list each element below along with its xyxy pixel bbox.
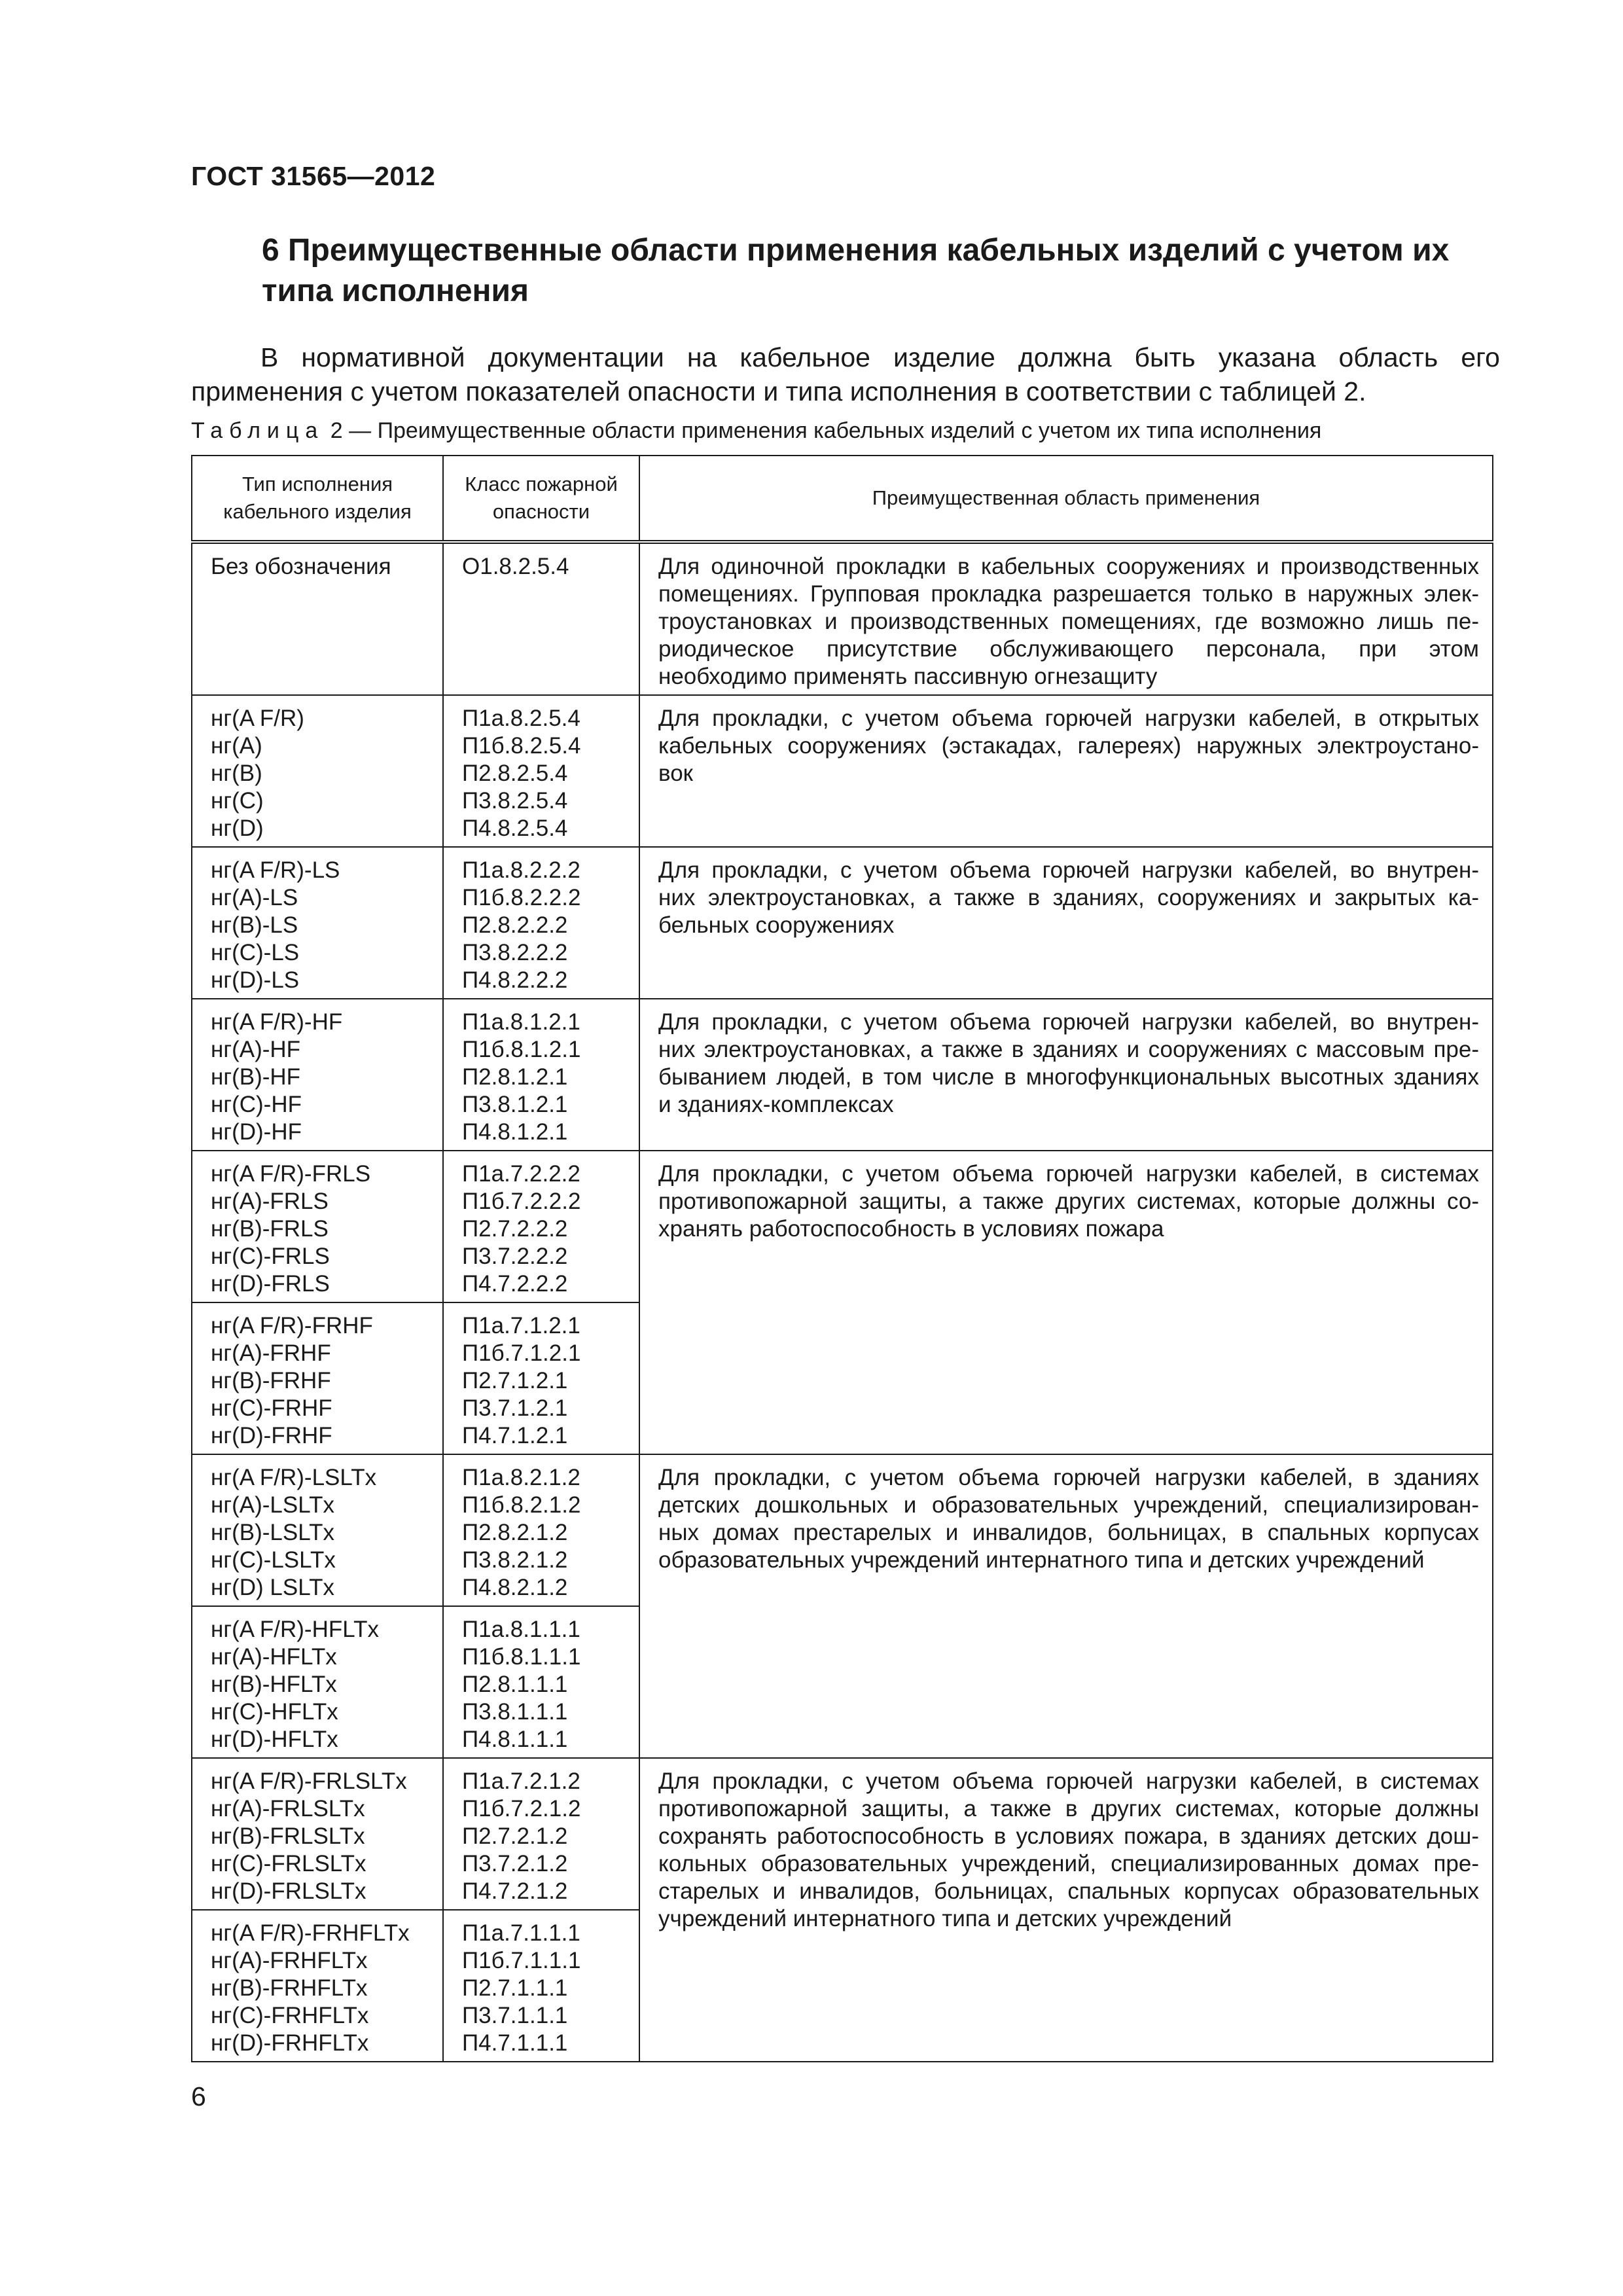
cable-type-value: нг(C)-LS (211, 940, 300, 965)
application-area-cell (639, 847, 1493, 999)
cable-type-value: нг(B)-FRHF (211, 1368, 331, 1393)
cable-type-cell (192, 1151, 443, 1302)
cable-type-value: нг(A F/R)-FRHF (211, 1313, 373, 1338)
fire-class-value: П2.8.2.1.2 (462, 1520, 568, 1545)
application-area-line: Для прокладки, с учетом объема горючей нагрузки кабелей, в системах (658, 1161, 1479, 1187)
cable-type-value: нг(C)-HF (211, 1092, 302, 1117)
fire-class-value: П2.7.1.1.1 (462, 1975, 568, 2001)
cable-type-value: нг(B) (211, 761, 262, 786)
application-area-line: бельных сооружениях (658, 912, 895, 938)
cable-type-value: нг(B)-FRHFLTx (211, 1975, 368, 2001)
application-area-line: Для прокладки, с учетом объема горючей нагрузки кабелей, в открытых (658, 706, 1479, 731)
application-area-line: быванием людей, в том числе в многофункциональных высотных зданиях (658, 1064, 1479, 1090)
fire-class-cell (443, 542, 639, 695)
cable-type-value: нг(A)-FRHF (211, 1340, 331, 1366)
fire-class-value: П1а.7.2.1.2 (462, 1768, 580, 1794)
application-area-line: помещениях. Групповая прокладка разрешается только в наружных элек- (658, 581, 1479, 607)
fire-class-value: П1а.8.2.5.4 (462, 706, 580, 731)
fire-class-value: П3.7.2.1.2 (462, 1851, 568, 1876)
cable-type-value: нг(A)-HF (211, 1037, 301, 1062)
header-fire-class: Класс пожарной опасности (443, 456, 639, 542)
table-caption (191, 416, 1500, 445)
cable-type-value: нг(B)-HFLTx (211, 1672, 337, 1697)
fire-class-cell (443, 695, 639, 847)
section-title-text: Преимущественные области применения кабельных изделий с учетом их типа исполнения (262, 233, 1450, 308)
cable-type-value: нг(A F/R)-LS (211, 857, 340, 883)
cable-type-cell (192, 1910, 443, 2062)
cable-type-value: нг(D)-HFLTx (211, 1727, 338, 1752)
cable-type-value: нг(C)-FRHFLTx (211, 2003, 369, 2028)
fire-class-cell (443, 1910, 639, 2062)
cable-type-value: нг(D) LSLTx (211, 1575, 334, 1600)
application-area-line: хранять работоспособность в условиях пожара (658, 1216, 1164, 1242)
application-area-cell (639, 1151, 1493, 1454)
cable-type-value: нг(A F/R)-FRLSLTx (211, 1768, 407, 1794)
fire-class-value: О1.8.2.5.4 (462, 554, 569, 579)
cable-type-value: нг(A) (211, 733, 262, 759)
fire-class-value: П4.7.1.1.1 (462, 2030, 568, 2056)
application-area-line: учреждений интернатного типа и детских учреждений (658, 1906, 1232, 1931)
fire-class-value: П4.8.1.2.1 (462, 1119, 568, 1145)
cable-type-value: нг(D)-LS (211, 967, 300, 993)
application-area-line: сохранять работоспособность в условиях пожара, в зданиях детских дош- (658, 1823, 1479, 1849)
application-area-line: вок (658, 761, 693, 786)
cable-type-cell (192, 542, 443, 695)
fire-class-value: П1а.7.1.1.1 (462, 1920, 580, 1946)
table-caption-label: Таблица (191, 418, 325, 443)
cable-type-cell (192, 1302, 443, 1454)
fire-class-value: П3.7.1.2.1 (462, 1395, 568, 1421)
fire-class-cell (443, 1454, 639, 1606)
fire-class-value: П4.8.2.1.2 (462, 1575, 568, 1600)
application-area-line: и зданиях-комплексах (658, 1092, 894, 1117)
fire-class-value: П1б.8.2.1.2 (462, 1492, 581, 1518)
cable-type-value: нг(A F/R)-HFLTx (211, 1617, 379, 1642)
application-area-cell (639, 999, 1493, 1151)
application-area-line: кольных образовательных учреждений, специализированных домах пре- (658, 1851, 1479, 1876)
fire-class-value: П1а.7.2.2.2 (462, 1161, 580, 1187)
cable-type-cell (192, 1758, 443, 1910)
fire-class-value: П2.8.1.1.1 (462, 1672, 568, 1697)
fire-class-value: П1б.7.2.2.2 (462, 1189, 581, 1214)
cable-type-value: нг(C)-FRLS (211, 1244, 330, 1269)
cable-type-value: нг(D)-FRLSLTx (211, 1878, 366, 1904)
application-area-line: детских дошкольных и образовательных учреждений, специализирован- (658, 1492, 1479, 1518)
application-area-line: риодическое присутствие обслуживающего персонала, при этом (658, 636, 1479, 662)
cable-type-cell (192, 847, 443, 999)
fire-class-value: П1б.7.1.2.1 (462, 1340, 581, 1366)
fire-class-value: П1б.8.1.1.1 (462, 1644, 581, 1670)
application-area-cell (639, 695, 1493, 847)
cable-type-value: нг(D)-HF (211, 1119, 302, 1145)
fire-class-value: П3.8.1.1.1 (462, 1699, 568, 1725)
cable-type-value: нг(C)-FRHF (211, 1395, 332, 1421)
cable-type-value: нг(D)-FRHFLTx (211, 2030, 369, 2056)
cable-type-value: нг(B)-FRLS (211, 1216, 329, 1242)
cable-type-value: нг(A)-FRHFLTx (211, 1948, 368, 1973)
fire-class-value: П3.8.2.1.2 (462, 1547, 568, 1573)
table-row (192, 1454, 1493, 1606)
fire-class-value: П1б.7.2.1.2 (462, 1796, 581, 1821)
fire-class-value: П1а.8.1.1.1 (462, 1617, 580, 1642)
fire-class-cell (443, 1758, 639, 1910)
fire-class-value: П1а.8.2.1.2 (462, 1465, 580, 1490)
table-row (192, 847, 1493, 999)
cable-type-value: нг(A)-FRLSLTx (211, 1796, 365, 1821)
section-heading (262, 230, 1505, 312)
cable-type-cell (192, 695, 443, 847)
fire-class-value: П1а.7.1.2.1 (462, 1313, 580, 1338)
fire-class-value: П3.8.2.2.2 (462, 940, 568, 965)
application-area-line: них электроустановках, а также в зданиях и сооружениях с массовым пре- (658, 1037, 1479, 1062)
fire-class-value: П4.8.1.1.1 (462, 1727, 568, 1752)
cable-type-value: нг(C)-LSLTx (211, 1547, 336, 1573)
fire-class-value: П1б.8.2.5.4 (462, 733, 581, 759)
cable-type-value: нг(A F/R)-FRHFLTx (211, 1920, 410, 1946)
fire-class-value: П1а.8.1.2.1 (462, 1009, 580, 1035)
fire-class-value: П2.8.2.2.2 (462, 912, 568, 938)
application-area-cell (639, 1454, 1493, 1758)
table-row (192, 999, 1493, 1151)
fire-class-cell (443, 1606, 639, 1758)
fire-class-value: П2.7.2.2.2 (462, 1216, 568, 1242)
fire-class-value: П3.7.1.1.1 (462, 2003, 568, 2028)
page-number: 6 (191, 2081, 206, 2111)
application-area-line: Для прокладки, с учетом объема горючей нагрузки кабелей, во внутрен- (658, 1009, 1479, 1035)
table-row (192, 695, 1493, 847)
fire-class-value: П1б.8.2.2.2 (462, 885, 581, 910)
application-area-line: Для прокладки, с учетом объема горючей нагрузки кабелей, в системах (658, 1768, 1479, 1794)
cable-type-value: нг(A)-LS (211, 885, 298, 910)
cable-type-cell (192, 999, 443, 1151)
table-caption-text: 2 — Преимущественные области применения кабельных изделий с учетом их типа исполнения (330, 418, 1322, 443)
cable-type-value: нг(A F/R) (211, 706, 304, 731)
cable-type-value: нг(A)-LSLTx (211, 1492, 334, 1518)
fire-class-value: П1б.8.1.2.1 (462, 1037, 581, 1062)
cable-type-value: нг(A F/R)-LSLTx (211, 1465, 377, 1490)
cable-type-value: нг(A F/R)-HF (211, 1009, 343, 1035)
fire-class-value: П4.7.1.2.1 (462, 1423, 568, 1448)
fire-class-value: П2.7.1.2.1 (462, 1368, 568, 1393)
application-area-line: них электроустановках, а также в зданиях, сооружениях и закрытых ка- (658, 885, 1479, 910)
fire-class-value: П4.7.2.1.2 (462, 1878, 568, 1904)
cable-type-value: нг(B)-LS (211, 912, 298, 938)
application-area-cell (639, 542, 1493, 695)
application-area-line: кабельных сооружениях (эстакадах, галереях) наружных электроустано- (658, 733, 1479, 759)
section-number: 6 (262, 233, 279, 268)
table-row (192, 1151, 1493, 1302)
fire-class-value: П2.8.2.5.4 (462, 761, 568, 786)
fire-class-cell (443, 847, 639, 999)
application-area-cell (639, 1758, 1493, 2062)
application-area-line: Для прокладки, с учетом объема горючей нагрузки кабелей, в зданиях (658, 1465, 1479, 1490)
table-row (192, 542, 1493, 695)
application-area-line: образовательных учреждений интернатного типа и детских учреждений (658, 1547, 1425, 1573)
fire-class-value: П4.8.2.2.2 (462, 967, 568, 993)
cable-type-value: нг(B)-FRLSLTx (211, 1823, 365, 1849)
fire-class-value: П3.7.2.2.2 (462, 1244, 568, 1269)
fire-class-value: П3.8.1.2.1 (462, 1092, 568, 1117)
cable-type-value: нг(C)-FRLSLTx (211, 1851, 366, 1876)
fire-class-cell (443, 1302, 639, 1454)
table-header-row (192, 456, 1493, 542)
cable-type-value: нг(C)-HFLTx (211, 1699, 338, 1725)
fire-class-value: П1а.8.2.2.2 (462, 857, 580, 883)
cable-type-cell (192, 1606, 443, 1758)
application-area-line: старелых и инвалидов, больницах, спальных корпусах образовательных (658, 1878, 1479, 1904)
intro-paragraph: В нормативной документации на кабельное изделие должна быть указана область его применения с учетом показателей опасности и типа исполнения в соответствии с таблицей 2. (191, 342, 1500, 406)
cable-type-value: нг(A)-HFLTx (211, 1644, 337, 1670)
header-cable-type: Тип исполнения кабельного изделия (192, 456, 443, 542)
table-body (192, 542, 1493, 2062)
application-area-line: Для прокладки, с учетом объема горючей нагрузки кабелей, во внутрен- (658, 857, 1479, 883)
cable-type-value: нг(B)-HF (211, 1064, 301, 1090)
fire-class-cell (443, 999, 639, 1151)
fire-class-value: П2.7.2.1.2 (462, 1823, 568, 1849)
application-area-line: противопожарной защиты, а также в других системах, которые должны (658, 1796, 1479, 1821)
fire-class-value: П4.7.2.2.2 (462, 1271, 568, 1297)
cable-type-value: нг(A)-FRLS (211, 1189, 329, 1214)
header-application-area: Преимущественная область применения (639, 456, 1493, 542)
cable-type-value: нг(C) (211, 788, 264, 814)
fire-class-value: П3.8.2.5.4 (462, 788, 568, 814)
fire-class-value: П1б.7.1.1.1 (462, 1948, 581, 1973)
application-areas-table (191, 455, 1493, 2062)
cable-type-value: Без обозначения (211, 554, 391, 579)
application-area-line: Для одиночной прокладки в кабельных сооружениях и производственных (658, 554, 1479, 579)
fire-class-value: П4.8.2.5.4 (462, 816, 568, 841)
application-area-line: троустановках и производственных помещениях, где возможно лишь пе- (658, 609, 1479, 634)
fire-class-cell (443, 1151, 639, 1302)
application-area-line: необходимо применять пассивную огнезащиту (658, 664, 1158, 689)
cable-type-value: нг(D)-FRLS (211, 1271, 330, 1297)
cable-type-value: нг(B)-LSLTx (211, 1520, 334, 1545)
cable-type-value: нг(D) (211, 816, 264, 841)
application-area-line: противопожарной защиты, а также других системах, которые должны со- (658, 1189, 1479, 1214)
cable-type-value: нг(A F/R)-FRLS (211, 1161, 371, 1187)
cable-type-cell (192, 1454, 443, 1606)
fire-class-value: П2.8.1.2.1 (462, 1064, 568, 1090)
document-code: ГОСТ 31565—2012 (191, 161, 436, 191)
table-row (192, 1758, 1493, 1910)
cable-type-value: нг(D)-FRHF (211, 1423, 332, 1448)
application-area-line: ных домах престарелых и инвалидов, больницах, в спальных корпусах (658, 1520, 1479, 1545)
